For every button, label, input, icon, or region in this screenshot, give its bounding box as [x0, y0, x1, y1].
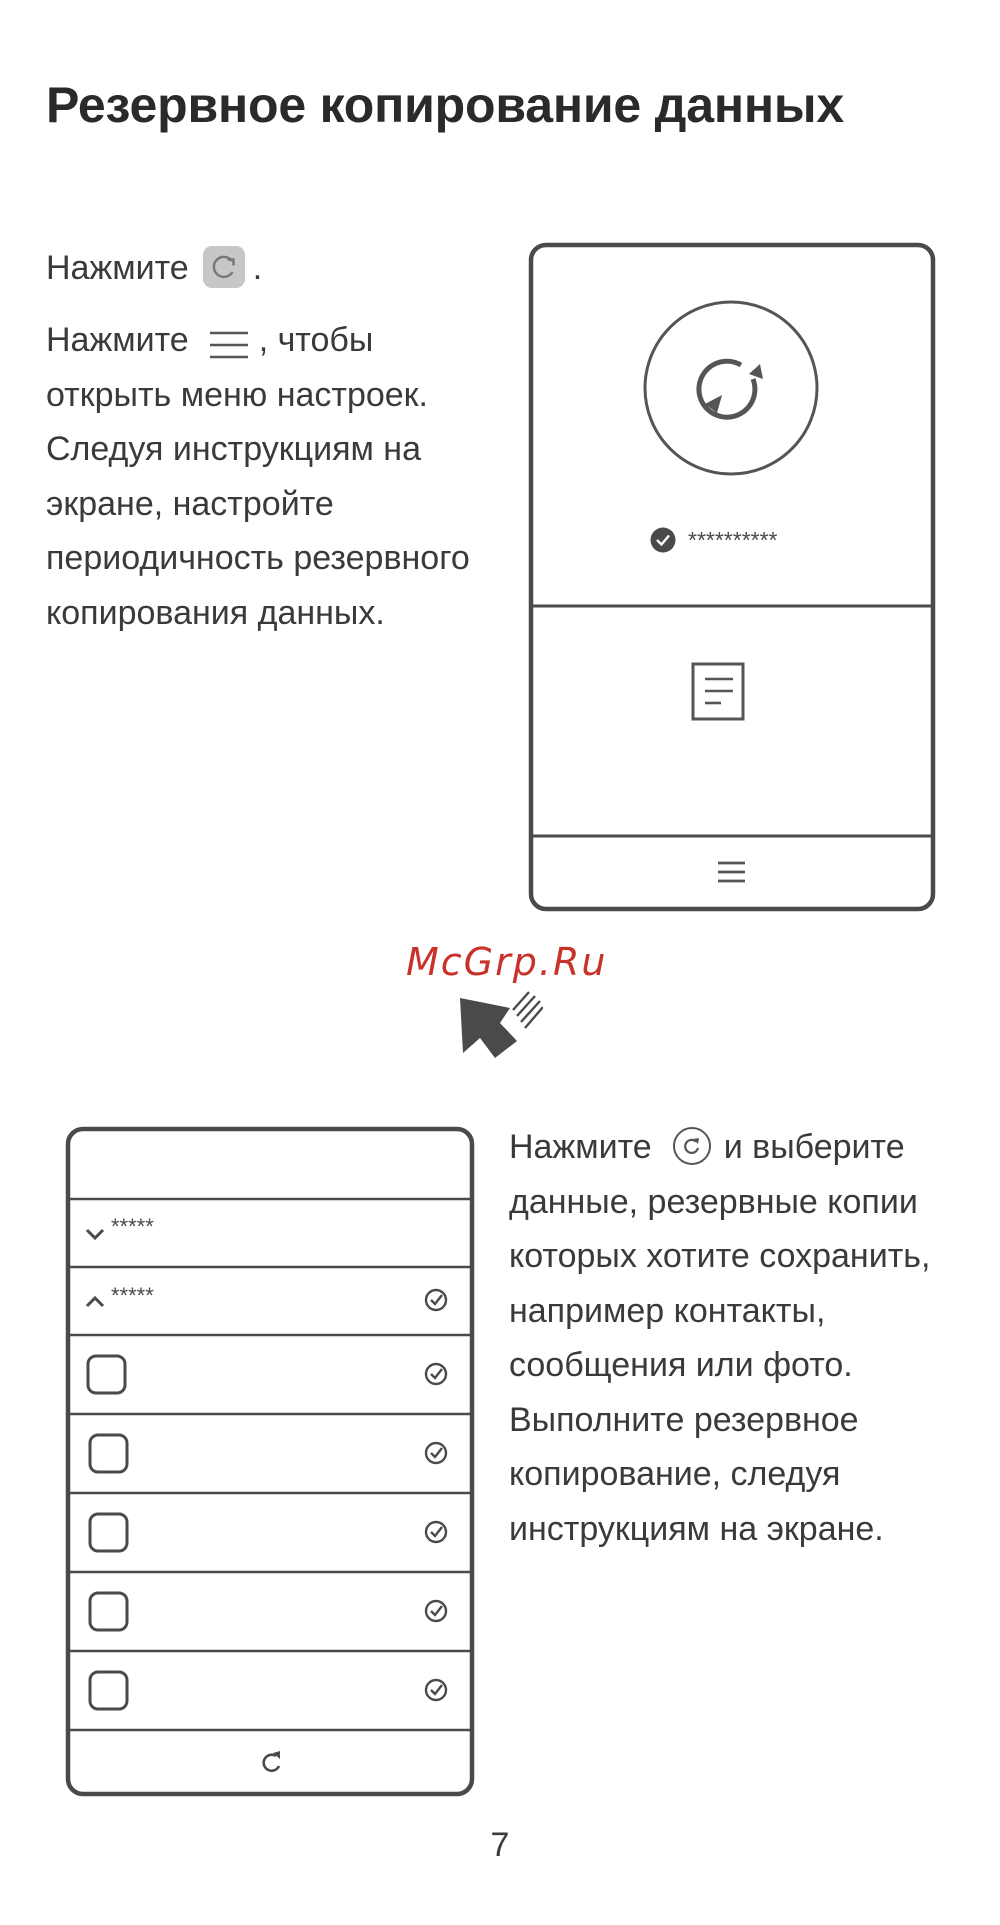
- page-number: 7: [490, 1826, 510, 1864]
- step-1-text: [46, 241, 476, 296]
- arrow-down-left-icon: [455, 990, 543, 1072]
- step-2-text: [46, 313, 486, 640]
- group-2-label: *****: [111, 1283, 154, 1308]
- menu-icon: [209, 323, 249, 355]
- step-3-text: [509, 1120, 979, 1556]
- sync-icon: [203, 246, 245, 288]
- page-title: Резервное копирование данных: [46, 77, 844, 133]
- phone-illustration-backup-home: [528, 242, 936, 912]
- step-2-tail: , чтобы открыть меню настроек. Следуя инструкциям на экране, настройте периодичность резервного копирования данных.: [46, 321, 470, 632]
- step-3-tail: и выберите данные, резервные копии которых хотите сохранить, например контакты, сообщения или фото. Выполните резервное копирование, следуя инструкциям на экране.: [509, 1128, 931, 1548]
- watermark: McGrp.Ru: [406, 940, 608, 984]
- group-1-label: *****: [111, 1214, 154, 1239]
- step-2-lead: Нажмите: [46, 321, 189, 359]
- sync-circle-icon: [672, 1126, 712, 1166]
- account-masked-text: **********: [688, 527, 778, 553]
- step-3-lead: Нажмите: [509, 1128, 652, 1166]
- phone-illustration-backup-select: [65, 1126, 475, 1797]
- step-1-tail: .: [252, 249, 263, 287]
- step-1-lead: Нажмите: [46, 249, 189, 287]
- account-status-row: [651, 527, 778, 553]
